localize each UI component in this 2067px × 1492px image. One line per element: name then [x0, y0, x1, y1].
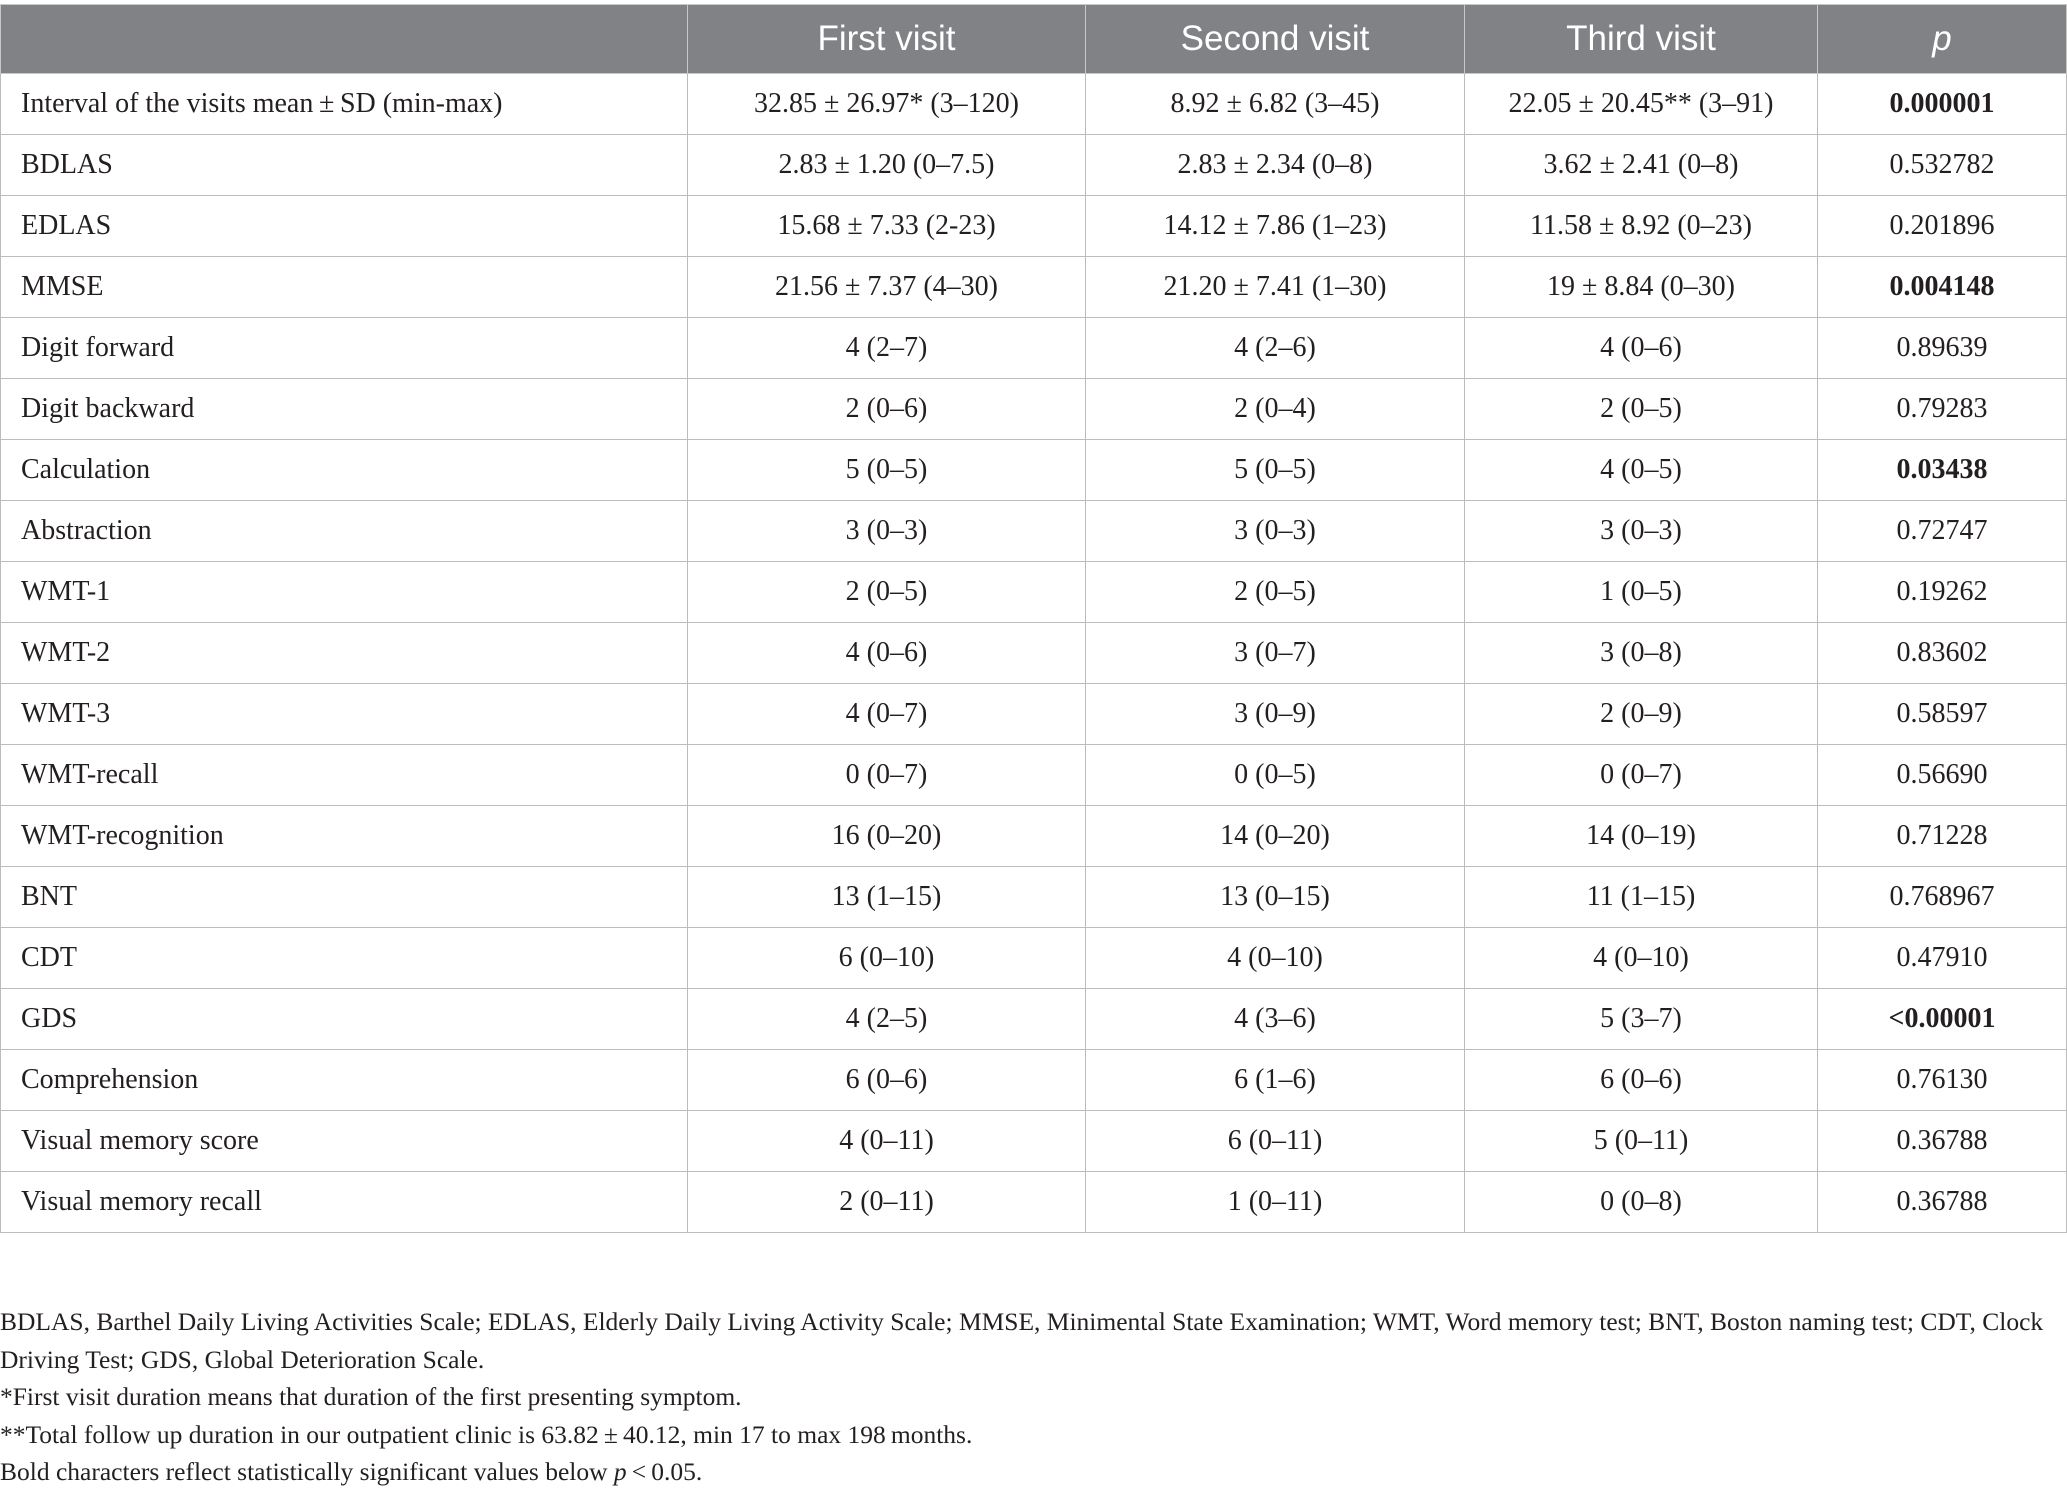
third-visit-value: 4 (0–10): [1465, 928, 1818, 989]
row-label: Interval of the visits mean ± SD (min-max): [1, 74, 688, 135]
first-visit-value: 21.56 ± 7.37 (4–30): [688, 257, 1086, 318]
first-visit-value: 32.85 ± 26.97* (3–120): [688, 74, 1086, 135]
third-visit-value: 2 (0–5): [1465, 379, 1818, 440]
first-visit-value: 2.83 ± 1.20 (0–7.5): [688, 135, 1086, 196]
third-visit-value: 6 (0–6): [1465, 1050, 1818, 1111]
third-visit-value: 4 (0–6): [1465, 318, 1818, 379]
header-empty-cell: [1, 5, 688, 74]
first-visit-value: 2 (0–5): [688, 562, 1086, 623]
header-third-visit: Third visit: [1465, 5, 1818, 74]
third-visit-value: 3 (0–8): [1465, 623, 1818, 684]
third-visit-value: 5 (3–7): [1465, 989, 1818, 1050]
p-value: 0.72747: [1818, 501, 2067, 562]
row-label: WMT-2: [1, 623, 688, 684]
p-value: 0.79283: [1818, 379, 2067, 440]
table-row: [1, 989, 2067, 1050]
row-label: BNT: [1, 867, 688, 928]
third-visit-value: 11.58 ± 8.92 (0–23): [1465, 196, 1818, 257]
second-visit-value: 6 (1–6): [1086, 1050, 1465, 1111]
results-table-container: [0, 4, 2066, 1233]
third-visit-value: 0 (0–8): [1465, 1172, 1818, 1233]
second-visit-value: 8.92 ± 6.82 (3–45): [1086, 74, 1465, 135]
third-visit-value: 2 (0–9): [1465, 684, 1818, 745]
table-row: [1, 318, 2067, 379]
second-visit-value: 4 (2–6): [1086, 318, 1465, 379]
first-visit-value: 4 (2–7): [688, 318, 1086, 379]
table-row: [1, 562, 2067, 623]
first-visit-value: 4 (2–5): [688, 989, 1086, 1050]
p-value: 0.83602: [1818, 623, 2067, 684]
p-value: <0.00001: [1818, 989, 2067, 1050]
first-visit-value: 6 (0–10): [688, 928, 1086, 989]
third-visit-value: 4 (0–5): [1465, 440, 1818, 501]
footnote-follow-up: **Total follow up duration in our outpatient clinic is 63.82 ± 40.12, min 17 to max 198 months.: [0, 1419, 973, 1449]
p-value: 0.89639: [1818, 318, 2067, 379]
first-visit-value: 4 (0–7): [688, 684, 1086, 745]
first-visit-value: 4 (0–11): [688, 1111, 1086, 1172]
row-label: MMSE: [1, 257, 688, 318]
row-label: Abstraction: [1, 501, 688, 562]
first-visit-value: 5 (0–5): [688, 440, 1086, 501]
row-label: WMT-3: [1, 684, 688, 745]
first-visit-value: 2 (0–6): [688, 379, 1086, 440]
p-value: 0.03438: [1818, 440, 2067, 501]
row-label: Digit forward: [1, 318, 688, 379]
table-row: [1, 74, 2067, 135]
table-row: [1, 806, 2067, 867]
second-visit-value: 3 (0–7): [1086, 623, 1465, 684]
p-value: 0.19262: [1818, 562, 2067, 623]
table-row: [1, 1111, 2067, 1172]
second-visit-value: 14 (0–20): [1086, 806, 1465, 867]
p-value: 0.71228: [1818, 806, 2067, 867]
header-second-visit: Second visit: [1086, 5, 1465, 74]
row-label: Visual memory score: [1, 1111, 688, 1172]
results-table: [0, 4, 2067, 1233]
row-label: WMT-1: [1, 562, 688, 623]
first-visit-value: 4 (0–6): [688, 623, 1086, 684]
second-visit-value: 4 (0–10): [1086, 928, 1465, 989]
row-label: BDLAS: [1, 135, 688, 196]
p-value: 0.56690: [1818, 745, 2067, 806]
row-label: Digit backward: [1, 379, 688, 440]
table-row: [1, 440, 2067, 501]
second-visit-value: 2 (0–4): [1086, 379, 1465, 440]
table-row: [1, 135, 2067, 196]
second-visit-value: 21.20 ± 7.41 (1–30): [1086, 257, 1465, 318]
third-visit-value: 14 (0–19): [1465, 806, 1818, 867]
header-p-value: p: [1818, 5, 2067, 74]
third-visit-value: 22.05 ± 20.45** (3–91): [1465, 74, 1818, 135]
p-value: 0.768967: [1818, 867, 2067, 928]
footnote-significance-p: p: [613, 1457, 627, 1486]
p-value: 0.532782: [1818, 135, 2067, 196]
table-footnotes: [0, 1303, 2060, 1491]
footnote-significance-prefix: Bold characters reflect statistically significant values below: [0, 1457, 614, 1486]
p-value: 0.76130: [1818, 1050, 2067, 1111]
p-value: 0.36788: [1818, 1172, 2067, 1233]
first-visit-value: 2 (0–11): [688, 1172, 1086, 1233]
row-label: EDLAS: [1, 196, 688, 257]
table-body: [1, 74, 2067, 1233]
first-visit-value: 16 (0–20): [688, 806, 1086, 867]
p-value: 0.201896: [1818, 196, 2067, 257]
row-label: GDS: [1, 989, 688, 1050]
first-visit-value: 0 (0–7): [688, 745, 1086, 806]
row-label: WMT-recognition: [1, 806, 688, 867]
p-value: 0.36788: [1818, 1111, 2067, 1172]
third-visit-value: 19 ± 8.84 (0–30): [1465, 257, 1818, 318]
table-header-row: [1, 5, 2067, 74]
second-visit-value: 1 (0–11): [1086, 1172, 1465, 1233]
second-visit-value: 3 (0–9): [1086, 684, 1465, 745]
second-visit-value: 3 (0–3): [1086, 501, 1465, 562]
third-visit-value: 1 (0–5): [1465, 562, 1818, 623]
third-visit-value: 11 (1–15): [1465, 867, 1818, 928]
table-row: [1, 623, 2067, 684]
table-row: [1, 1050, 2067, 1111]
table-row: [1, 867, 2067, 928]
table-row: [1, 684, 2067, 745]
p-value: 0.47910: [1818, 928, 2067, 989]
third-visit-value: 3 (0–3): [1465, 501, 1818, 562]
row-label: Calculation: [1, 440, 688, 501]
header-first-visit: First visit: [688, 5, 1086, 74]
footnote-abbreviations: BDLAS, Barthel Daily Living Activities Scale; EDLAS, Elderly Daily Living Activity Scale; MMSE, Minimental State Examination; WMT, Word memory test; BNT, Boston naming test; CDT, Clock Driving Test; GDS, Global Deterioration Scale.: [0, 1307, 2044, 1374]
row-label: WMT-recall: [1, 745, 688, 806]
third-visit-value: 3.62 ± 2.41 (0–8): [1465, 135, 1818, 196]
first-visit-value: 15.68 ± 7.33 (2-23): [688, 196, 1086, 257]
footnote-first-visit: *First visit duration means that duration of the first presenting symptom.: [0, 1382, 742, 1411]
second-visit-value: 14.12 ± 7.86 (1–23): [1086, 196, 1465, 257]
second-visit-value: 4 (3–6): [1086, 989, 1465, 1050]
table-row: [1, 1172, 2067, 1233]
p-value: 0.004148: [1818, 257, 2067, 318]
footnote-significance: [0, 1453, 2060, 1491]
second-visit-value: 0 (0–5): [1086, 745, 1465, 806]
second-visit-value: 6 (0–11): [1086, 1111, 1465, 1172]
second-visit-value: 2 (0–5): [1086, 562, 1465, 623]
second-visit-value: 2.83 ± 2.34 (0–8): [1086, 135, 1465, 196]
p-value: 0.000001: [1818, 74, 2067, 135]
table-row: [1, 257, 2067, 318]
first-visit-value: 3 (0–3): [688, 501, 1086, 562]
first-visit-value: 13 (1–15): [688, 867, 1086, 928]
row-label: Comprehension: [1, 1050, 688, 1111]
footnote-significance-suffix: < 0.05.: [626, 1457, 703, 1486]
table-row: [1, 928, 2067, 989]
third-visit-value: 5 (0–11): [1465, 1111, 1818, 1172]
row-label: CDT: [1, 928, 688, 989]
first-visit-value: 6 (0–6): [688, 1050, 1086, 1111]
p-value: 0.58597: [1818, 684, 2067, 745]
second-visit-value: 13 (0–15): [1086, 867, 1465, 928]
second-visit-value: 5 (0–5): [1086, 440, 1465, 501]
third-visit-value: 0 (0–7): [1465, 745, 1818, 806]
table-row: [1, 196, 2067, 257]
table-row: [1, 501, 2067, 562]
row-label: Visual memory recall: [1, 1172, 688, 1233]
table-row: [1, 745, 2067, 806]
table-row: [1, 379, 2067, 440]
